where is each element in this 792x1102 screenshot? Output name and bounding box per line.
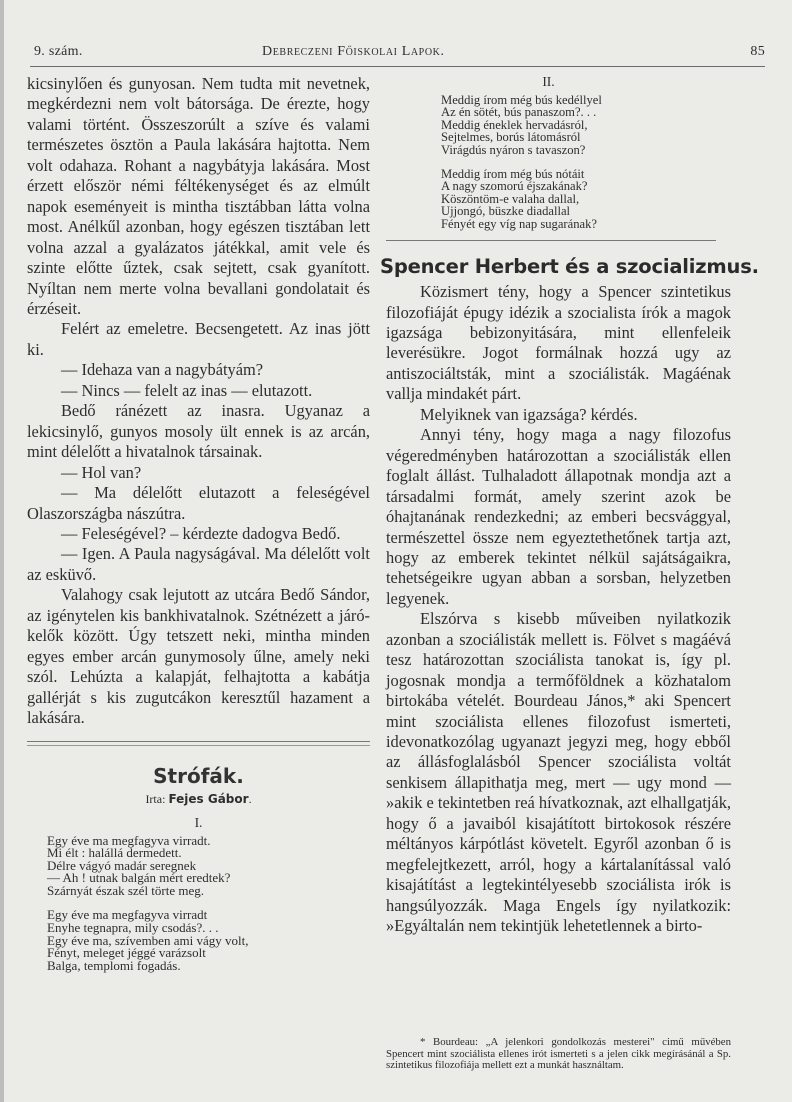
byline-prefix: Irta:: [145, 791, 166, 806]
article-body: [386, 282, 731, 937]
poem-line: — Ah ! utnak balgán mért eredtek?: [47, 870, 231, 886]
poem-title: Strófák.: [153, 763, 244, 788]
poem-part-numeral: II.: [542, 74, 555, 89]
right-column: [380, 74, 759, 937]
poem-line: Délre vágyó madár seregnek: [47, 857, 197, 873]
dialogue-line: — Idehaza van a nagybátyám?: [61, 360, 264, 380]
dialogue-line: — Feleségével? – kérdezte dadogva Bedő.: [61, 523, 341, 543]
poem-line: Fényét egy víg nap sugarának?: [441, 216, 597, 231]
poem-line: Balga, templomi fogadás.: [47, 957, 181, 973]
journal-title: Debreczeni Főiskolai Lapok.: [262, 44, 445, 59]
poem-byline: Irta: Fejes Gábor.: [145, 791, 252, 806]
dialogue-line: — Ma délelőtt elutazott a feleségével Olaszországba nászútra.: [27, 483, 370, 523]
poem-line: A nagy szomorú éjszakának?: [441, 179, 588, 194]
section-divider: [386, 240, 716, 241]
poem-line: Egy éve ma, szívemben ami vágy volt,: [47, 932, 249, 948]
poem-line: Sejtelmes, borús látomásról: [441, 130, 581, 145]
poem-stanza: [441, 94, 731, 156]
article-title: Spencer Herbert és a szocializmus.: [380, 255, 759, 279]
paragraph: Valahogy csak lejutott az utcára Bedő Sándor, az igénytelen kis bankhivatalnok. Szétnézett a járó-kelők között. Úgy tetszett neki, mintha minden egyes ember arcán gunymosoly űlne, amely neki szól. Lehúzta a kalapját, felhajtotta a kabátja gallérját s kis zugutcákon keresztűl hazament a lakására.: [27, 585, 370, 728]
page-header: [30, 44, 765, 64]
footnote-text: * Bourdeau: „A jelenkori gondolkozás mesterei" cimű művében Spencert mint szociálista ellenes irót ismerteti s a jelen cikk megírásánál a Sp. szintetikus filozofiája mellett ezt a munkát használtam.: [386, 1036, 731, 1072]
poem-line: Egy éve ma megfagyva virradt: [47, 907, 208, 923]
poem-stanza: [47, 832, 370, 898]
paragraph: Bedő ránézett az inasra. Ugyanaz a lekicsinylő, gunyos mosoly ült ennek is az arcán, mint délelőtt a hivatalnok társainak.: [27, 401, 370, 462]
dialogue-line: — Hol van?: [61, 462, 142, 482]
story-continuation: [27, 74, 370, 729]
page-number: 85: [750, 44, 765, 59]
poem-line: Enyhe tegnapra, mily csodás?. . .: [47, 920, 219, 936]
paragraph: Melyiknek van igazsága? kérdés.: [420, 404, 638, 424]
footnote: [386, 1037, 731, 1072]
dialogue-line: — Igen. A Paula nagyságával. Ma délelőtt volt az esküvő.: [27, 544, 370, 584]
poem-stanza: [47, 909, 370, 972]
page-edge-shadow: [0, 0, 4, 1102]
poem-line: Mi élt : halállá dermedett.: [47, 845, 182, 861]
dialogue-line: — Nincs — felelt az inas — elutazott.: [61, 380, 313, 400]
poem-line: Meddig éneklek hervadásról,: [441, 117, 588, 132]
section-divider: [27, 741, 370, 746]
poem-line: Fényt, meleget jéggé varázsolt: [47, 945, 206, 961]
poem-line: Meddig írom még bús kedéllyel: [441, 93, 602, 107]
poem-line: Szárnyát észak szél törte meg.: [47, 882, 205, 898]
paragraph: kicsinylően és gunyosan. Nem tudta mit nevetnek, megkérdezni nem volt bátorsága. De érezte, hogy valami történt. Összeszorúlt a szíve és valami természetes ösztön a Paula lakására hajtotta. Nem volt odahaza. Rohant a nagybátyja lakására. Most érzett először némi féltékenységet és az elmúlt napok eseményeit is mintha tisztábban látta volna most. Anélkűl azonban, hogy egészen tisztában lett volna azzal a gyalázatos játékkal, amit vele és szinte előtte űztek, csak sejtett, csak gyanított. Nyíltan nem merte volna bevallani gondolatait és érzéseit.: [27, 74, 370, 318]
poem-line: Köszöntöm-e valaha dallal,: [441, 191, 580, 206]
poem-stanza: [441, 168, 731, 230]
poem-line: Ujjongó, büszke diadallal: [441, 204, 571, 219]
poem-author: Fejes Gábor: [168, 791, 249, 806]
poem-line: Meddig írom még bús nótáit: [441, 167, 585, 182]
paragraph: Felért az emeletre. Becsengetett. Az inas jött ki.: [27, 319, 370, 359]
header-rule: [30, 66, 765, 67]
paragraph: Elszórva s kisebb műveiben nyilatkozik azonban a szociálisták mellett is. Fölvet s magáévá tesz határozottan szociálista tanokat is, így pl. jogosnak mondja a termőföldnek a közhatalom birtokába vételét. Bourdeau János,* aki Spencert mint szociálista ellenes filozofust ismerteti, idevonatkozólag ugyanazt jegyzi meg, hogy ebből az állásfoglalásból Spencer szociálista voltát senkisem állapithatja meg, mert — ugy mond — »akik e tekintetben reá hívatkoznak, azt elhallgatják, hogy ő a javaiból kisajátított birtokosok részére méltányos kárpótlást követelt. Egyről azonban ő is megfelejtkezett, arról, hogy a kártalanítással való kisajátítást a legtekintélyesebb szociálista irók is hangsúlyozzák. Maga Engels így nyilatkozik: »Egyáltalán nem tekintjük lehetetlennek a birto-: [386, 609, 731, 936]
paragraph: Közismert tény, hogy a Spencer szintetikus filozofiáját épugy idézik a szocialista írók a magok igazsága bebizonyitására, mint ellenfeleik leverésükre. Jogot formálnak hozzá ugy az antiszociáltsták, mint a szociálisták. Magáénak vallja mindakét párt.: [386, 282, 731, 404]
poem-part-numeral: I.: [194, 814, 203, 830]
paragraph: Annyi tény, hogy maga a nagy filozofus végeredményben határozottan a szociálisták ellen foglalt állást. Tulhaladott állapotnak mondja azt a társadalmi formát, amely szerint azok be óhajtanának rendezkedni; az emberi becsvággyal, természettel össze nem egyeztethetőnek tartja azt, hogy az emberek tekintet nélkül sajátságaikra, tehetségeikre ugyan abban a sorsban, helyzetben legyenek.: [386, 425, 731, 608]
poem-line: Virágdús nyáron s tavaszon?: [441, 142, 586, 157]
poem-line: Az én sötét, bús panaszom?. . .: [441, 105, 597, 120]
poem-line: Egy éve ma megfagyva virradt.: [47, 832, 211, 848]
issue-number: 9. szám.: [34, 44, 83, 59]
left-column: [27, 74, 370, 972]
